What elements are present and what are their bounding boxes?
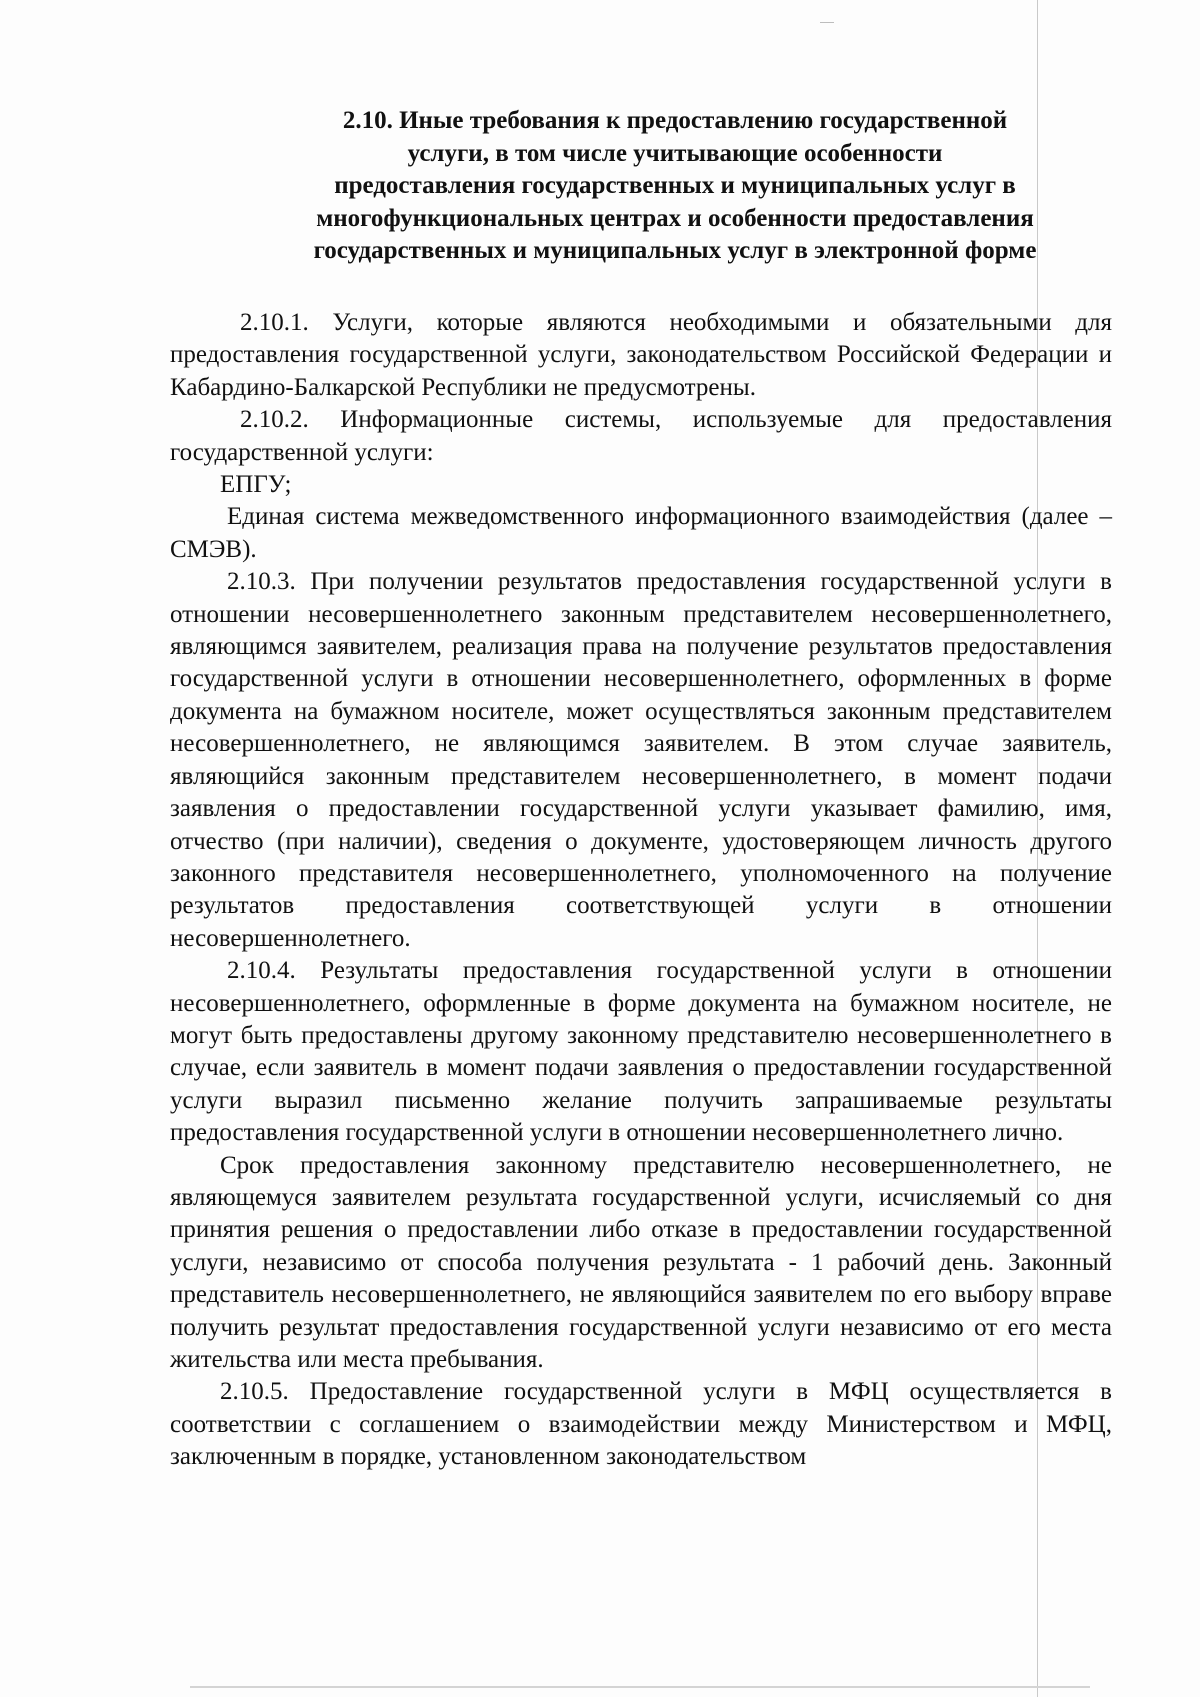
paragraph-2-10-5: 2.10.5. Предоставление государственной услуги в МФЦ осуществляется в соответствии с соглашением о взаимодействии между Министерством и МФЦ, заключенным в порядке, установленном законодательством <box>170 1378 1112 1471</box>
paragraph-2-10-4: 2.10.4. Результаты предоставления государственной услуги в отношении несовершеннолетнего, оформленные в форме документа на бумажном носителе, не могут быть предоставлены другому законному представителю несовершеннолетнего в случае, если заявитель в момент подачи заявления о предоставлении государственной услуги выразил письменно желание получить запрашиваемые результаты предоставления государственной услуги в отношении несовершеннолетнего лично. <box>170 957 1112 1147</box>
section-heading <box>250 105 1100 268</box>
heading-line: услуги, в том числе учитывающие особенности <box>407 139 943 167</box>
heading-line: предоставления государственных и муниципальных услуг в <box>334 172 1016 199</box>
scan-artifact-bottom-line <box>190 1686 1090 1688</box>
paragraph-2-10-1: 2.10.1. Услуги, которые являются необходимыми и обязательными для предоставления государственной услуги, законодательством Российской Федерации и Кабардино-Балкарской Республики не предусмотрены. <box>170 309 1112 401</box>
scan-artifact-mark <box>820 22 834 23</box>
list-item-epgu: ЕПГУ; <box>220 471 292 499</box>
heading-line: 2.10. Иные требования к предоставлению государственной <box>342 107 1008 134</box>
paragraph-2-10-3: 2.10.3. При получении результатов предоставления государственной услуги в отношении несовершеннолетнего законным представителем несовершеннолетнего, являющимся заявителем, реализация права на получение результатов предоставления государственной услуги в отношении несовершеннолетнего, оформленных в форме документа на бумажном носителе, может осуществляться законным представителем несовершеннолетнего, не являющимся заявителем. В этом случае заявитель, являющийся законным представителем несовершеннолетнего, в момент подачи заявления о предоставлении государственной услуги указывает фамилию, имя, отчество (при наличии), сведения о документе, удостоверяющем личность другого законного представителя несовершеннолетнего, уполномоченного на получение результатов предоставления соответствующей услуги в отношении несовершеннолетнего. <box>170 568 1112 952</box>
heading-line: многофункциональных центрах и особенности предоставления <box>316 204 1034 232</box>
list-item-smev: Единая система межведомственного информационного взаимодействия (далее – СМЭВ). <box>170 503 1112 563</box>
paragraph-2-10-2: 2.10.2. Информационные системы, используемые для предоставления государственной услуги: <box>170 406 1112 466</box>
paragraph-term: Срок предоставления законному представителю несовершеннолетнего, не являющемуся заявителем результата государственной услуги, исчисляемый со дня принятия решения о предоставлении либо отказе в предоставлении государственной услуги, независимо от способа получения результата - 1 рабочий день. Законный представитель несовершеннолетнего, не являющийся заявителем по его выбору вправе получить результат предоставления государственной услуги независимо от его места жительства или места пребывания. <box>170 1151 1112 1373</box>
heading-line: государственных и муниципальных услуг в электронной форме <box>313 237 1037 264</box>
document-body <box>170 307 1112 1474</box>
